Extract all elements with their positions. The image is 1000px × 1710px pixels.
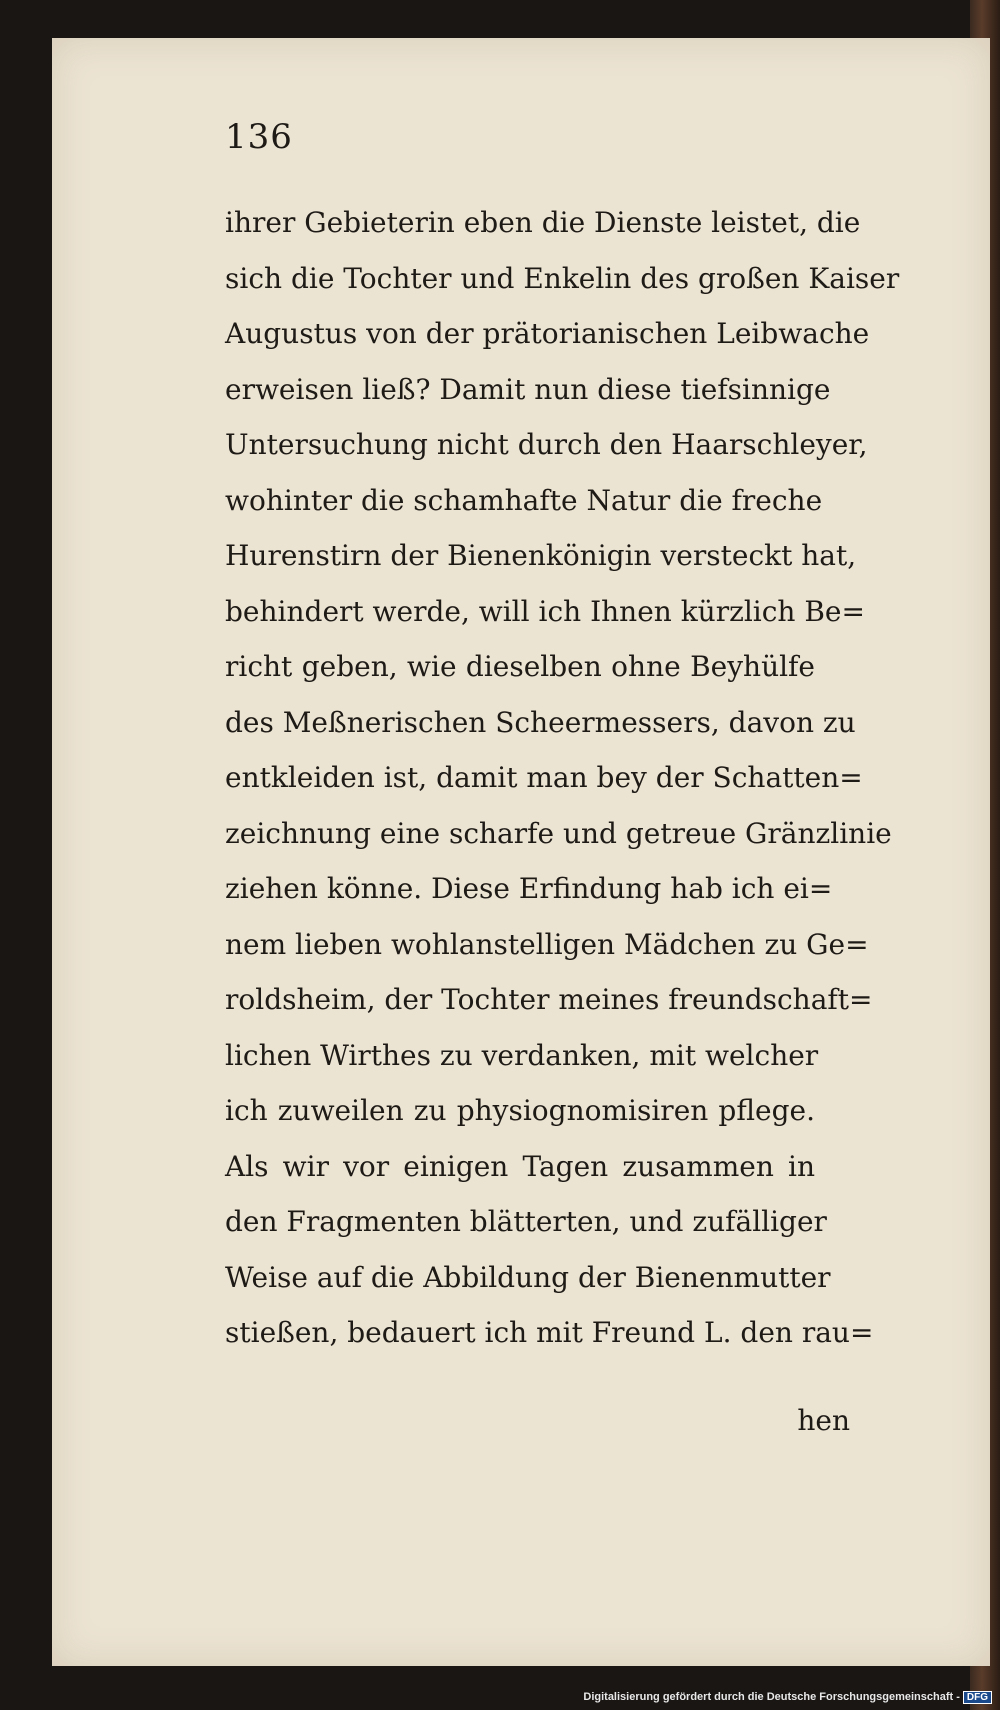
text-line: ihrer Gebieterin eben die Dienste leistet, die — [225, 206, 861, 239]
text-line: behindert werde, will ich Ihnen kürzlich Be= — [225, 594, 865, 628]
text-line: richt geben, wie dieselben ohne Beyhülfe — [225, 650, 815, 683]
text-line: ich zuweilen zu physiognomisiren pflege. — [225, 1094, 815, 1127]
text-line: wohinter die schamhafte Natur die freche — [225, 483, 823, 517]
text-line: Als wir vor einigen Tagen zusammen in — [225, 1149, 815, 1183]
text-line: entkleiden ist, damit man bey der Schatten= — [225, 761, 863, 794]
text-line: stießen, bedauert ich mit Freund L. den rau= — [225, 1316, 874, 1349]
text-line: roldsheim, der Tochter meines freundschaft= — [225, 983, 873, 1016]
text-line: Hurenstirn der Bienenkönigin versteckt hat, — [225, 539, 857, 572]
digitization-credit — [583, 1691, 992, 1704]
catchword: hen — [797, 1404, 850, 1437]
text-line: des Meßnerischen Scheermessers, davon zu — [225, 705, 856, 739]
text-line: nem lieben wohlanstelligen Mädchen zu Ge= — [225, 927, 869, 961]
text-line: Augustus von der prätorianischen Leibwache — [225, 317, 870, 350]
text-line: sich die Tochter und Enkelin des großen Kaiser — [225, 261, 900, 295]
credit-text: Digitalisierung gefördert durch die Deutsche Forschungsgemeinschaft - — [583, 1691, 960, 1703]
text-line: lichen Wirthes zu verdanken, mit welcher — [225, 1038, 819, 1072]
dfg-logo: DFG — [963, 1691, 992, 1704]
text-line: ziehen könne. Diese Erfindung hab ich ei= — [225, 872, 833, 905]
page-number: 136 — [225, 117, 293, 157]
text-line: zeichnung eine scharfe und getreue Gränzlinie — [225, 816, 892, 850]
text-line: erweisen ließ? Damit nun diese tiefsinnige — [225, 372, 831, 406]
text-line: Weise auf die Abbildung der Bienenmutter — [225, 1260, 831, 1294]
text-line: Untersuchung nicht durch den Haarschleyer, — [225, 428, 868, 461]
page-text — [225, 195, 900, 1361]
text-line: den Fragmenten blätterten, und zufälliger — [225, 1205, 827, 1238]
